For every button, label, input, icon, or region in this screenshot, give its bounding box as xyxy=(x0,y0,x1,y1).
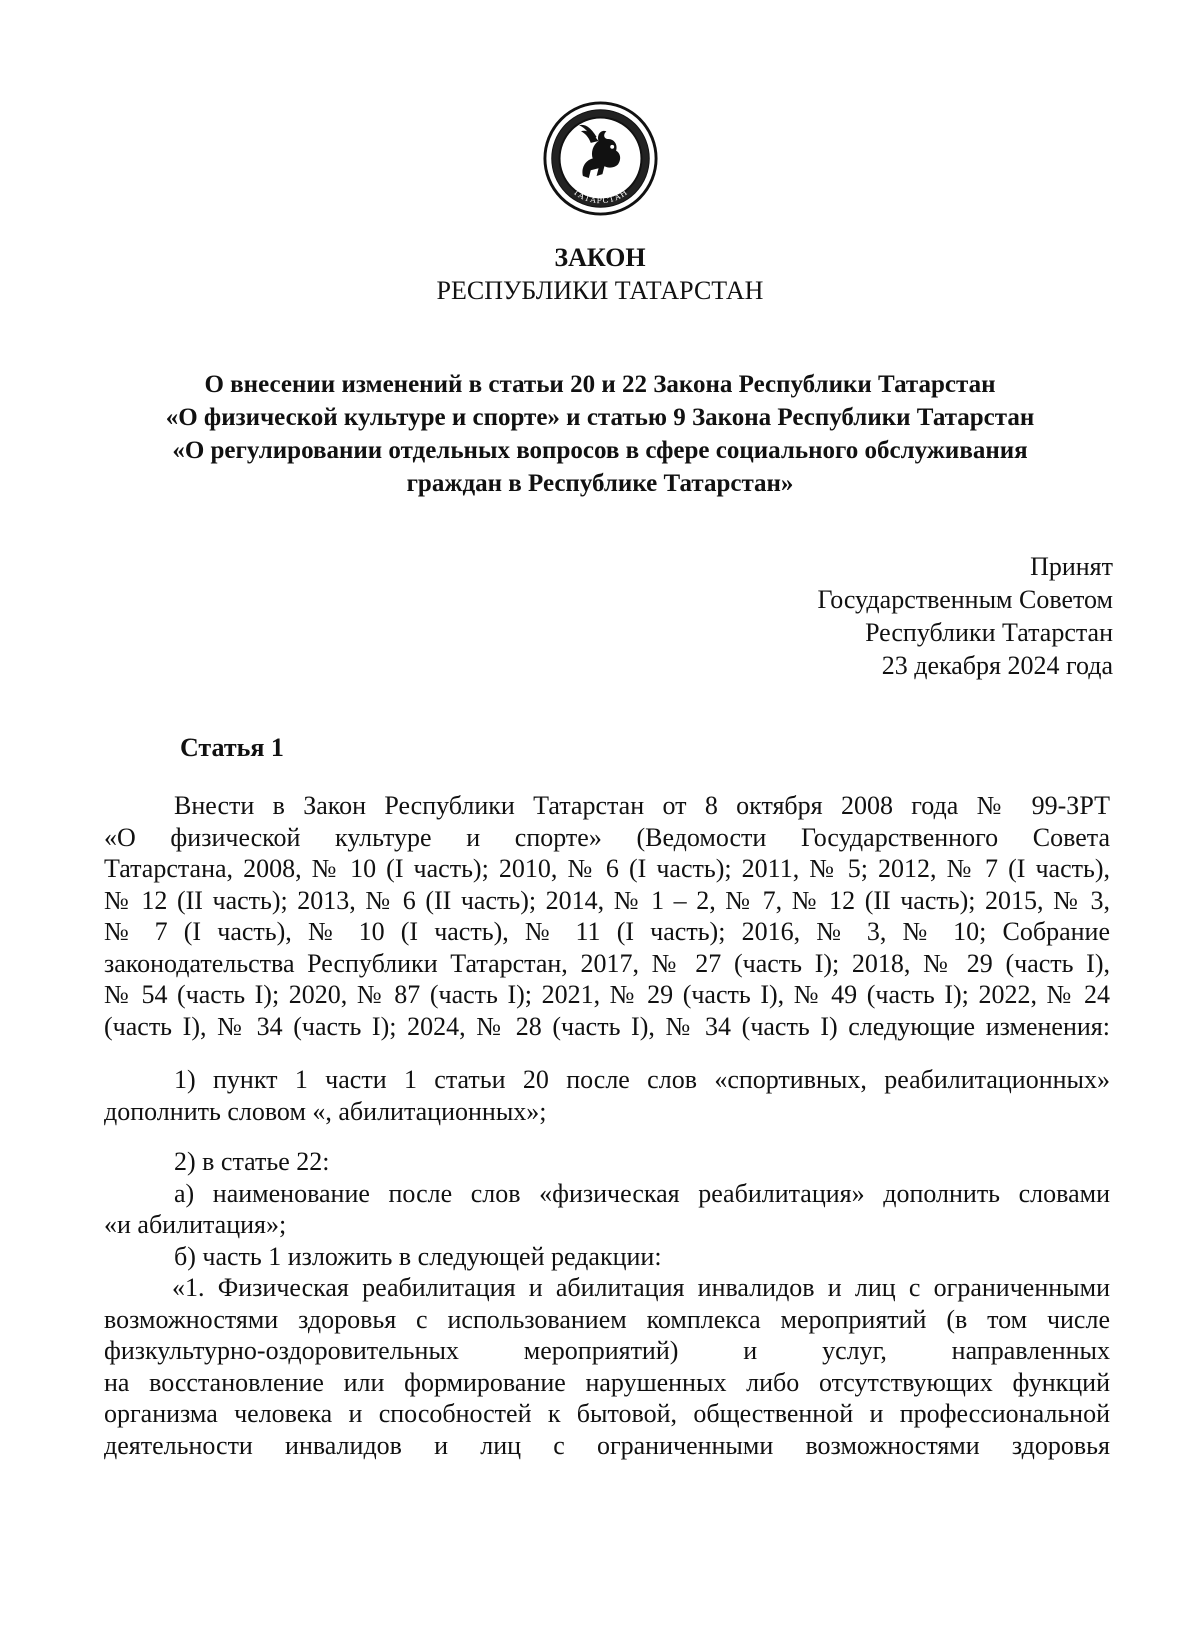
paragraph-line: Внести в Закон Республики Татарстан от 8 октября 2008 года № 99-ЗРТ xyxy=(174,791,1110,820)
paragraph-line: № 7 (I часть), № 10 (I часть), № 11 (I часть); 2016, № 3, № 10; Собрание xyxy=(104,917,1110,946)
paragraph-line: 2) в статье 22: xyxy=(174,1147,330,1176)
paragraph-line: деятельности инвалидов и лиц с ограниченными возможностями здоровья xyxy=(104,1430,1110,1460)
paragraph-line: № 12 (II часть); 2013, № 6 (II часть); 2014, № 1 – 2, № 7, № 12 (II часть); 2015, № 3, xyxy=(104,885,1110,915)
paragraph-line: № 54 (часть I); 2020, № 87 (часть I); 2021, № 29 (часть I), № 49 (часть I); 2022, № 24 xyxy=(104,980,1110,1009)
paragraph-line: (часть I), № 34 (часть I); 2024, № 28 (часть I), № 34 (часть I) следующие изменения: xyxy=(104,1011,1110,1041)
heading-line: «О регулировании отдельных вопросов в сфере социального обслуживания xyxy=(172,437,1028,464)
paragraph-line: физкультурно-оздоровительных мероприятий) и услуг, направленных xyxy=(104,1336,1110,1365)
coat-of-arms-seal xyxy=(542,100,659,217)
adopted-label: Принят xyxy=(1030,552,1113,581)
paragraph-line: законодательства Республики Татарстан, 2017, № 27 (часть I); 2018, № 29 (часть I), xyxy=(104,948,1110,978)
law-heading xyxy=(120,368,1080,500)
article-title: Статья 1 xyxy=(180,733,284,762)
adopted-body: Государственным Советом xyxy=(817,585,1113,614)
adopted-republic: Республики Татарстан xyxy=(865,618,1113,647)
paragraph-line: «О физической культуре и спорте» (Ведомости Государственного Совета xyxy=(104,822,1110,852)
paragraph-line: Татарстана, 2008, № 10 (I часть); 2010, № 6 (I часть); 2011, № 5; 2012, № 7 (I часть), xyxy=(104,854,1110,883)
adoption-block xyxy=(817,550,1113,682)
adopted-date: 23 декабря 2024 года xyxy=(881,651,1113,680)
paragraph-line: возможностями здоровья с использованием комплекса мероприятий (в том числе xyxy=(104,1304,1110,1334)
seal-caption: ТАТАРСТАН xyxy=(571,187,630,206)
law-subtitle: РЕСПУБЛИКИ ТАТАРСТАН xyxy=(436,276,764,305)
heading-line: «О физической культуре и спорте» и статью 9 Закона Республики Татарстан xyxy=(165,404,1035,431)
article-intro xyxy=(104,790,1110,1042)
paragraph-line: «1. Физическая реабилитация и абилитация инвалидов и лиц с ограниченными xyxy=(172,1273,1110,1302)
heading-line: граждан в Республике Татарстан» xyxy=(406,470,794,497)
item-2 xyxy=(104,1146,1110,1461)
law-title: ЗАКОН xyxy=(554,243,646,272)
paragraph-line: дополнить словом «, абилитационных»; xyxy=(104,1096,547,1126)
paragraph-line: организма человека и способностей к бытовой, общественной и профессиональной xyxy=(104,1399,1110,1428)
heading-line: О внесении изменений в статьи 20 и 22 Закона Республики Татарстан xyxy=(204,371,996,398)
paragraph-line: 1) пункт 1 части 1 статьи 20 после слов «спортивных, реабилитационных» xyxy=(174,1065,1110,1094)
paragraph-line: «и абилитация»; xyxy=(104,1210,287,1239)
paragraph-line: б) часть 1 изложить в следующей редакции: xyxy=(174,1241,662,1271)
item-1 xyxy=(104,1064,1110,1127)
paragraph-line: а) наименование после слов «физическая реабилитация» дополнить словами xyxy=(174,1178,1110,1208)
paragraph-line: на восстановление или формирование нарушенных либо отсутствующих функций xyxy=(104,1367,1110,1397)
